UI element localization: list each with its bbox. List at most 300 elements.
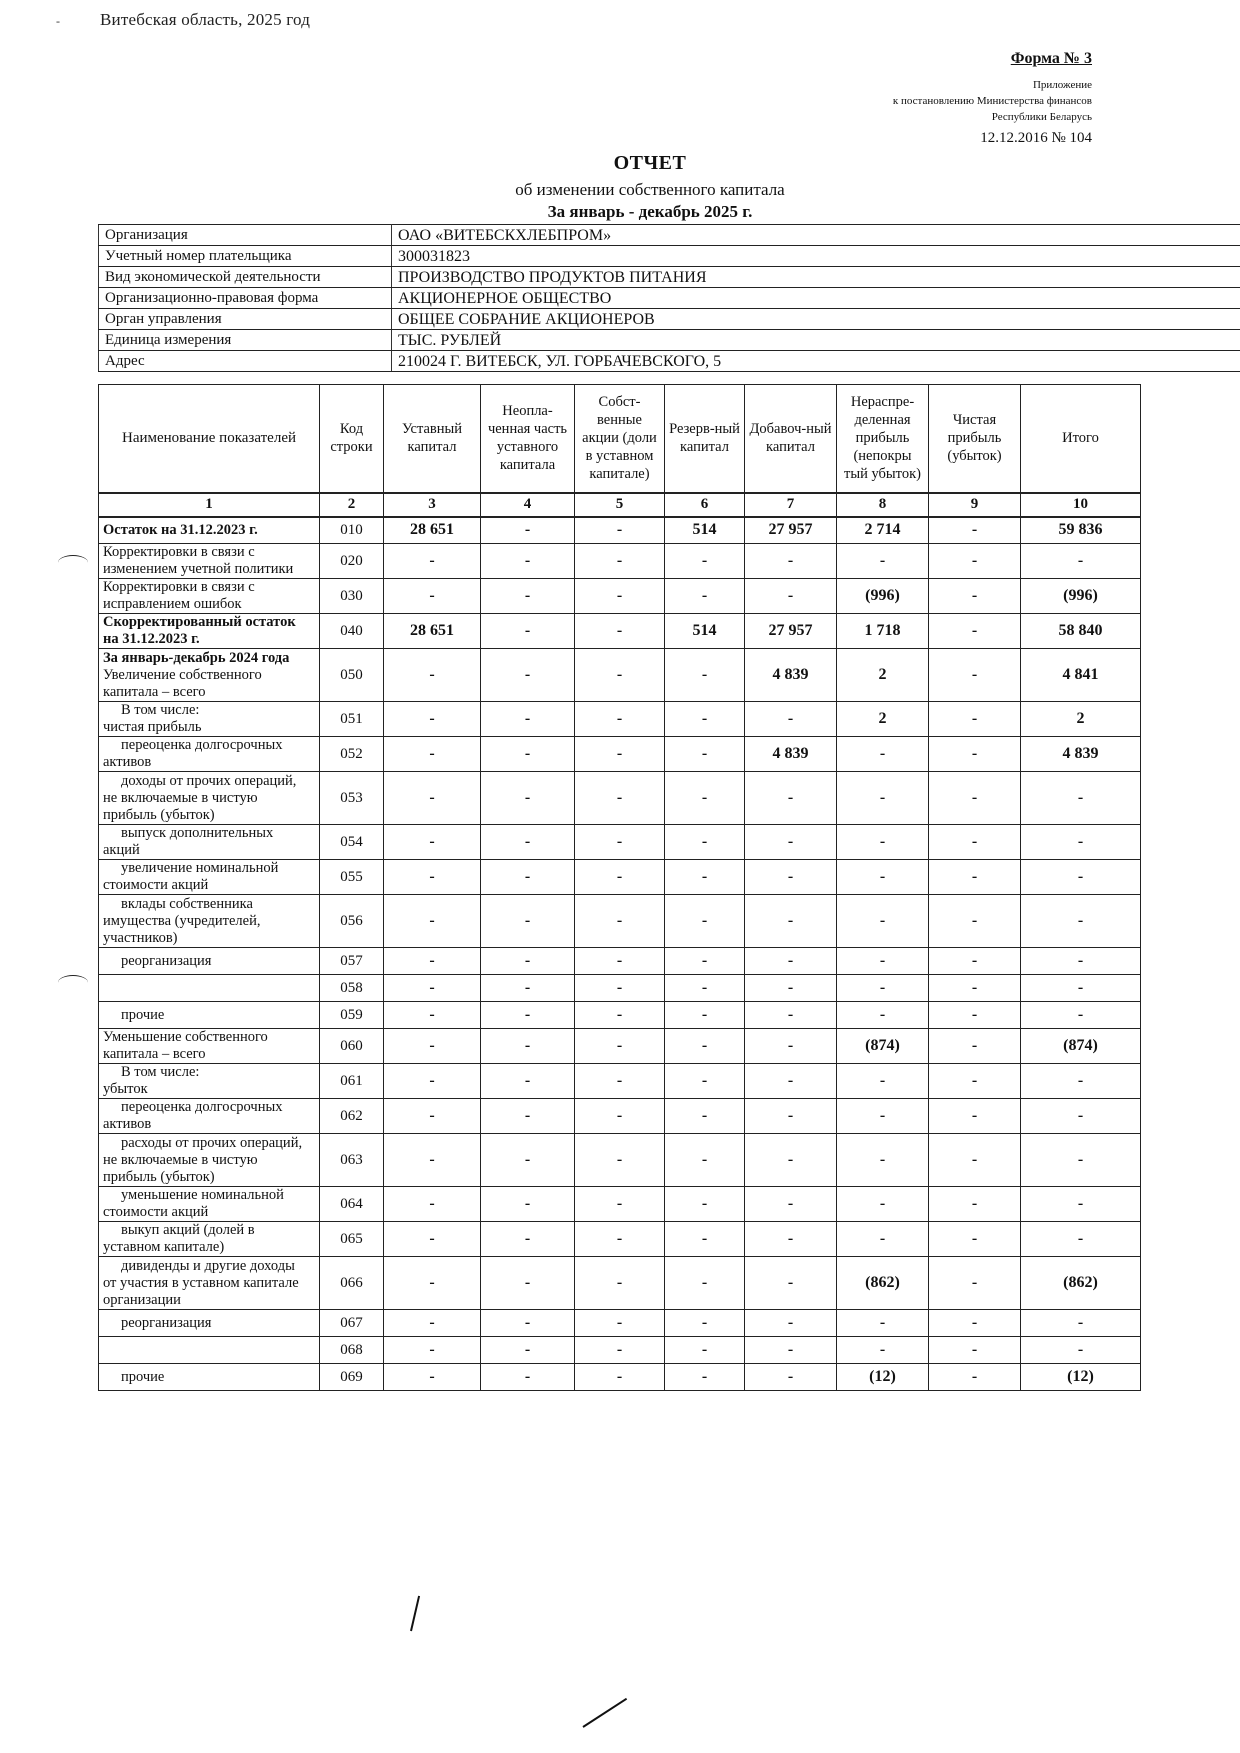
column-number: 8 <box>837 493 929 517</box>
row-label-line: капитала – всего <box>103 1046 206 1062</box>
cell-value: - <box>384 649 481 702</box>
row-label-line: прочие <box>121 1368 165 1385</box>
row-code: 040 <box>320 614 384 649</box>
cell-value: - <box>575 1364 665 1391</box>
cell-value: - <box>745 1064 837 1099</box>
column-header: Уставный капитал <box>384 385 481 493</box>
row-label-line: прибыль (убыток) <box>103 1168 215 1185</box>
cell-value: - <box>837 544 929 579</box>
row-label <box>99 702 320 737</box>
cell-value: - <box>837 860 929 895</box>
cell-value: - <box>929 772 1021 825</box>
pen-mark <box>58 975 88 990</box>
cell-value: - <box>575 860 665 895</box>
row-label-line: выпуск дополнительных <box>121 825 274 841</box>
row-label <box>99 860 320 895</box>
cell-value: - <box>745 544 837 579</box>
appendix-line: Республики Беларусь <box>991 111 1092 123</box>
cell-value: 59 836 <box>1021 517 1141 544</box>
cell-value: 27 957 <box>745 517 837 544</box>
row-code: 069 <box>320 1364 384 1391</box>
cell-value: - <box>837 1002 929 1029</box>
cell-value: - <box>929 1134 1021 1187</box>
cell-value: - <box>745 1029 837 1064</box>
cell-value: - <box>929 1002 1021 1029</box>
cell-value: - <box>384 772 481 825</box>
cell-value: - <box>575 1002 665 1029</box>
cell-value: (862) <box>837 1257 929 1310</box>
cell-value: - <box>837 1337 929 1364</box>
cell-value: - <box>384 1222 481 1257</box>
cell-value: - <box>575 1222 665 1257</box>
cell-value: - <box>575 772 665 825</box>
cell-value: - <box>929 614 1021 649</box>
cell-value: - <box>837 772 929 825</box>
cell-value: - <box>745 579 837 614</box>
row-code: 059 <box>320 1002 384 1029</box>
cell-value: - <box>837 895 929 948</box>
cell-value: - <box>665 1222 745 1257</box>
cell-value: - <box>929 579 1021 614</box>
column-header: Добавоч-ный капитал <box>745 385 837 493</box>
cell-value: - <box>575 1029 665 1064</box>
cell-value: - <box>481 614 575 649</box>
decree-date: 12.12.2016 № 104 <box>980 130 1092 146</box>
cell-value: - <box>384 1257 481 1310</box>
cell-value: - <box>665 544 745 579</box>
row-label-line: стоимости акций <box>103 1204 209 1220</box>
row-label <box>99 614 320 649</box>
row-label-line: капитала – всего <box>103 683 206 700</box>
info-label: Единица измерения <box>99 330 392 351</box>
row-label-line: активов <box>103 754 152 770</box>
appendix-line: Приложение <box>1032 79 1092 91</box>
info-row <box>99 309 1240 330</box>
cell-value: - <box>575 649 665 702</box>
info-value: АКЦИОНЕРНОЕ ОБЩЕСТВО <box>392 288 1240 309</box>
cell-value: - <box>837 825 929 860</box>
info-label: Орган управления <box>99 309 392 330</box>
column-header: Неопла-ченная часть уставного капитала <box>481 385 575 493</box>
cell-value: - <box>745 1310 837 1337</box>
column-header: Резерв-ный капитал <box>665 385 745 493</box>
column-number: 1 <box>99 493 320 517</box>
cell-value: - <box>384 1099 481 1134</box>
cell-value: (12) <box>837 1364 929 1391</box>
cell-value: - <box>1021 1222 1141 1257</box>
row-label-line: убыток <box>103 1081 148 1097</box>
table-row <box>99 895 1141 948</box>
table-row <box>99 1029 1141 1064</box>
cell-value: - <box>384 1187 481 1222</box>
cell-value: - <box>665 1364 745 1391</box>
row-label <box>99 1337 320 1364</box>
row-label <box>99 895 320 948</box>
row-label-line: организации <box>103 1291 181 1308</box>
table-row <box>99 579 1141 614</box>
column-number: 10 <box>1021 493 1141 517</box>
cell-value: - <box>745 702 837 737</box>
organization-info-table <box>98 224 1240 372</box>
cell-value: - <box>481 1002 575 1029</box>
table-row <box>99 975 1141 1002</box>
info-label: Организация <box>99 225 392 246</box>
cell-value: - <box>929 544 1021 579</box>
cell-value: - <box>665 860 745 895</box>
info-value: 210024 Г. ВИТЕБСК, УЛ. ГОРБАЧЕВСКОГО, 5 <box>392 351 1240 372</box>
table-row <box>99 544 1141 579</box>
cell-value: 2 <box>837 702 929 737</box>
cell-value: - <box>665 1187 745 1222</box>
cell-value: - <box>1021 1337 1141 1364</box>
cell-value: - <box>481 1187 575 1222</box>
info-row <box>99 288 1240 309</box>
cell-value: - <box>837 1187 929 1222</box>
cell-value: - <box>481 860 575 895</box>
cell-value: - <box>575 1134 665 1187</box>
cell-value: - <box>575 1064 665 1099</box>
cell-value: - <box>481 1064 575 1099</box>
row-label <box>99 517 320 544</box>
row-label-line: исправлением ошибок <box>103 596 242 612</box>
cell-value: - <box>575 948 665 975</box>
row-label-line: активов <box>103 1116 152 1132</box>
row-label <box>99 975 320 1002</box>
cell-value: - <box>929 1187 1021 1222</box>
table-row <box>99 1134 1141 1187</box>
cell-value: - <box>665 1337 745 1364</box>
table-row <box>99 1187 1141 1222</box>
row-label-line: переоценка долгосрочных <box>121 1099 283 1115</box>
cell-value: - <box>384 895 481 948</box>
cell-value: 514 <box>665 517 745 544</box>
info-row <box>99 267 1240 288</box>
cell-value: - <box>384 1064 481 1099</box>
row-code: 065 <box>320 1222 384 1257</box>
cell-value: - <box>929 860 1021 895</box>
row-code: 050 <box>320 649 384 702</box>
cell-value: - <box>665 1029 745 1064</box>
cell-value: - <box>1021 975 1141 1002</box>
cell-value: - <box>481 1029 575 1064</box>
row-code: 060 <box>320 1029 384 1064</box>
cell-value: - <box>1021 772 1141 825</box>
cell-value: - <box>745 895 837 948</box>
cell-value: - <box>1021 1099 1141 1134</box>
row-label-line: имущества (учредителей, <box>103 912 261 929</box>
info-value: ОАО «ВИТЕБСКХЛЕБПРОМ» <box>392 225 1240 246</box>
row-label <box>99 1222 320 1257</box>
cell-value: - <box>575 702 665 737</box>
cell-value: - <box>745 975 837 1002</box>
row-code: 030 <box>320 579 384 614</box>
cell-value: (12) <box>1021 1364 1141 1391</box>
cell-value: - <box>481 948 575 975</box>
cell-value: 28 651 <box>384 614 481 649</box>
row-label-line: Корректировки в связи с <box>103 579 255 595</box>
row-label-line: изменением учетной политики <box>103 561 294 577</box>
row-label <box>99 1064 320 1099</box>
row-label-line: уставном капитале) <box>103 1239 225 1255</box>
row-label-line: Корректировки в связи с <box>103 544 255 560</box>
cell-value: - <box>929 1257 1021 1310</box>
info-label: Организационно-правовая форма <box>99 288 392 309</box>
cell-value: - <box>384 825 481 860</box>
row-label <box>99 1099 320 1134</box>
column-number: 2 <box>320 493 384 517</box>
cell-value: - <box>1021 1064 1141 1099</box>
appendix-line: к постановлению Министерства финансов <box>892 95 1092 107</box>
equity-changes-table <box>98 384 1141 1391</box>
row-label-line: не включаемые в чистую <box>103 1151 258 1168</box>
cell-value: - <box>665 1310 745 1337</box>
column-number: 9 <box>929 493 1021 517</box>
cell-value: - <box>481 1310 575 1337</box>
cell-value: - <box>837 948 929 975</box>
cell-value: - <box>384 860 481 895</box>
cell-value: - <box>575 1310 665 1337</box>
cell-value: - <box>481 544 575 579</box>
info-label: Вид экономической деятельности <box>99 267 392 288</box>
row-code: 058 <box>320 975 384 1002</box>
row-label-line: расходы от прочих операций, <box>121 1134 303 1151</box>
row-code: 064 <box>320 1187 384 1222</box>
appendix-note <box>832 77 1092 125</box>
column-number: 7 <box>745 493 837 517</box>
table-row <box>99 1337 1141 1364</box>
table-row <box>99 1099 1141 1134</box>
cell-value: - <box>481 579 575 614</box>
table-row <box>99 948 1141 975</box>
cell-value: - <box>929 948 1021 975</box>
row-code: 055 <box>320 860 384 895</box>
column-header: Собст-венные акции (доли в уставном капитале) <box>575 385 665 493</box>
cell-value: - <box>929 825 1021 860</box>
row-code: 010 <box>320 517 384 544</box>
row-label-line: За январь-декабрь 2024 года <box>103 649 290 666</box>
info-value: 300031823 <box>392 246 1240 267</box>
row-label <box>99 1187 320 1222</box>
row-label-line: увеличение номинальной <box>121 860 279 876</box>
row-label-line: от участия в уставном капитале <box>103 1274 299 1291</box>
cell-value: - <box>665 1099 745 1134</box>
cell-value: - <box>745 1134 837 1187</box>
cell-value: - <box>665 772 745 825</box>
cell-value: - <box>929 1337 1021 1364</box>
cell-value: - <box>481 649 575 702</box>
table-row <box>99 1364 1141 1391</box>
row-label <box>99 825 320 860</box>
row-code: 061 <box>320 1064 384 1099</box>
cell-value: 28 651 <box>384 517 481 544</box>
cell-value: - <box>575 737 665 772</box>
row-code: 053 <box>320 772 384 825</box>
cell-value: 4 839 <box>745 737 837 772</box>
row-code: 051 <box>320 702 384 737</box>
row-label-line: Скорректированный остаток <box>103 614 296 630</box>
row-code: 063 <box>320 1134 384 1187</box>
cell-value: - <box>575 579 665 614</box>
info-label: Учетный номер плательщика <box>99 246 392 267</box>
row-code: 056 <box>320 895 384 948</box>
row-code: 066 <box>320 1257 384 1310</box>
row-label-line: Остаток на 31.12.2023 г. <box>103 521 258 538</box>
column-header: Наименование показателей <box>99 385 320 493</box>
report-period: За январь - декабрь 2025 г. <box>547 202 753 221</box>
cell-value: - <box>665 1257 745 1310</box>
column-number: 6 <box>665 493 745 517</box>
cell-value: - <box>665 579 745 614</box>
info-value: ОБЩЕЕ СОБРАНИЕ АКЦИОНЕРОВ <box>392 309 1240 330</box>
cell-value: - <box>384 1134 481 1187</box>
column-header: Код строки <box>320 385 384 493</box>
row-label <box>99 1134 320 1187</box>
info-label: Адрес <box>99 351 392 372</box>
row-label-line: акций <box>103 842 140 858</box>
row-label-line: вклады собственника <box>121 895 253 912</box>
column-header: Чистая прибыль (убыток) <box>929 385 1021 493</box>
cell-value: - <box>665 895 745 948</box>
row-label <box>99 948 320 975</box>
cell-value: - <box>929 1029 1021 1064</box>
cell-value: - <box>929 1310 1021 1337</box>
cell-value: (996) <box>1021 579 1141 614</box>
cell-value: - <box>481 1099 575 1134</box>
pen-mark <box>58 555 88 570</box>
cell-value: - <box>384 975 481 1002</box>
cell-value: - <box>575 895 665 948</box>
cell-value: - <box>929 895 1021 948</box>
table-row <box>99 825 1141 860</box>
pen-stroke <box>582 1698 627 1728</box>
info-row <box>99 351 1240 372</box>
row-code: 052 <box>320 737 384 772</box>
cell-value: - <box>575 975 665 1002</box>
cell-value: - <box>1021 1310 1141 1337</box>
row-label-line: стоимости акций <box>103 877 209 893</box>
table-row <box>99 737 1141 772</box>
cell-value: - <box>745 772 837 825</box>
cell-value: - <box>745 1364 837 1391</box>
row-label-line: чистая прибыль <box>103 719 202 735</box>
cell-value: - <box>745 1257 837 1310</box>
cell-value: - <box>481 737 575 772</box>
cell-value: 4 841 <box>1021 649 1141 702</box>
cell-value: - <box>665 975 745 1002</box>
cell-value: - <box>384 1364 481 1391</box>
row-code: 062 <box>320 1099 384 1134</box>
report-subtitle: об изменении собственного капитала <box>515 180 785 199</box>
cell-value: - <box>481 1134 575 1187</box>
cell-value: - <box>929 975 1021 1002</box>
row-label-line: участников) <box>103 929 178 946</box>
cell-value: - <box>481 702 575 737</box>
cell-value: - <box>929 1222 1021 1257</box>
row-code: 068 <box>320 1337 384 1364</box>
cell-value: - <box>837 1222 929 1257</box>
cell-value: - <box>1021 1187 1141 1222</box>
cell-value: - <box>665 1002 745 1029</box>
cell-value: - <box>575 1099 665 1134</box>
cell-value: - <box>1021 1002 1141 1029</box>
cell-value: - <box>575 1257 665 1310</box>
cell-value: - <box>481 895 575 948</box>
cell-value: - <box>481 1364 575 1391</box>
cell-value: - <box>745 1187 837 1222</box>
cell-value: - <box>575 517 665 544</box>
table-row <box>99 1310 1141 1337</box>
row-label-line: реорганизация <box>121 1314 212 1331</box>
cell-value: - <box>745 948 837 975</box>
row-code: 054 <box>320 825 384 860</box>
cell-value: - <box>1021 895 1141 948</box>
cell-value: (996) <box>837 579 929 614</box>
cell-value: - <box>745 1222 837 1257</box>
cell-value: - <box>745 825 837 860</box>
row-label <box>99 1257 320 1310</box>
cell-value: - <box>837 1310 929 1337</box>
row-label-line <box>103 980 315 997</box>
table-row <box>99 1002 1141 1029</box>
row-label-line: реорганизация <box>121 952 212 969</box>
cell-value: (862) <box>1021 1257 1141 1310</box>
cell-value: - <box>575 544 665 579</box>
cell-value: 2 <box>837 649 929 702</box>
cell-value: - <box>837 975 929 1002</box>
column-number: 3 <box>384 493 481 517</box>
cell-value: - <box>745 1002 837 1029</box>
cell-value: - <box>837 1134 929 1187</box>
cell-value: - <box>1021 825 1141 860</box>
cell-value: - <box>481 772 575 825</box>
cell-value: - <box>665 737 745 772</box>
info-row <box>99 246 1240 267</box>
cell-value: - <box>384 1310 481 1337</box>
row-code: 057 <box>320 948 384 975</box>
cell-value: - <box>929 1099 1021 1134</box>
row-label <box>99 1029 320 1064</box>
info-value: ТЫС. РУБЛЕЙ <box>392 330 1240 351</box>
cell-value: - <box>745 1337 837 1364</box>
row-label <box>99 772 320 825</box>
cell-value: - <box>929 1064 1021 1099</box>
row-label-line: на 31.12.2023 г. <box>103 631 200 647</box>
cell-value: - <box>1021 860 1141 895</box>
cell-value: - <box>481 825 575 860</box>
column-header: Нераспре-деленная прибыль (непокры тый убыток) <box>837 385 929 493</box>
row-label-line <box>103 1342 315 1359</box>
cell-value: - <box>575 1337 665 1364</box>
row-label-line: доходы от прочих операций, <box>121 772 297 789</box>
column-number: 5 <box>575 493 665 517</box>
cell-value: - <box>384 702 481 737</box>
cell-value: 27 957 <box>745 614 837 649</box>
cell-value: - <box>384 1029 481 1064</box>
table-row <box>99 649 1141 702</box>
row-label-line: В том числе: <box>121 702 200 718</box>
cell-value: 58 840 <box>1021 614 1141 649</box>
cell-value: - <box>384 948 481 975</box>
cell-value: (874) <box>837 1029 929 1064</box>
cell-value: - <box>1021 948 1141 975</box>
cell-value: - <box>384 544 481 579</box>
row-label-line: не включаемые в чистую <box>103 789 258 806</box>
cell-value: - <box>384 1002 481 1029</box>
row-label <box>99 737 320 772</box>
row-label <box>99 1002 320 1029</box>
cell-value: - <box>929 1364 1021 1391</box>
row-code: 067 <box>320 1310 384 1337</box>
